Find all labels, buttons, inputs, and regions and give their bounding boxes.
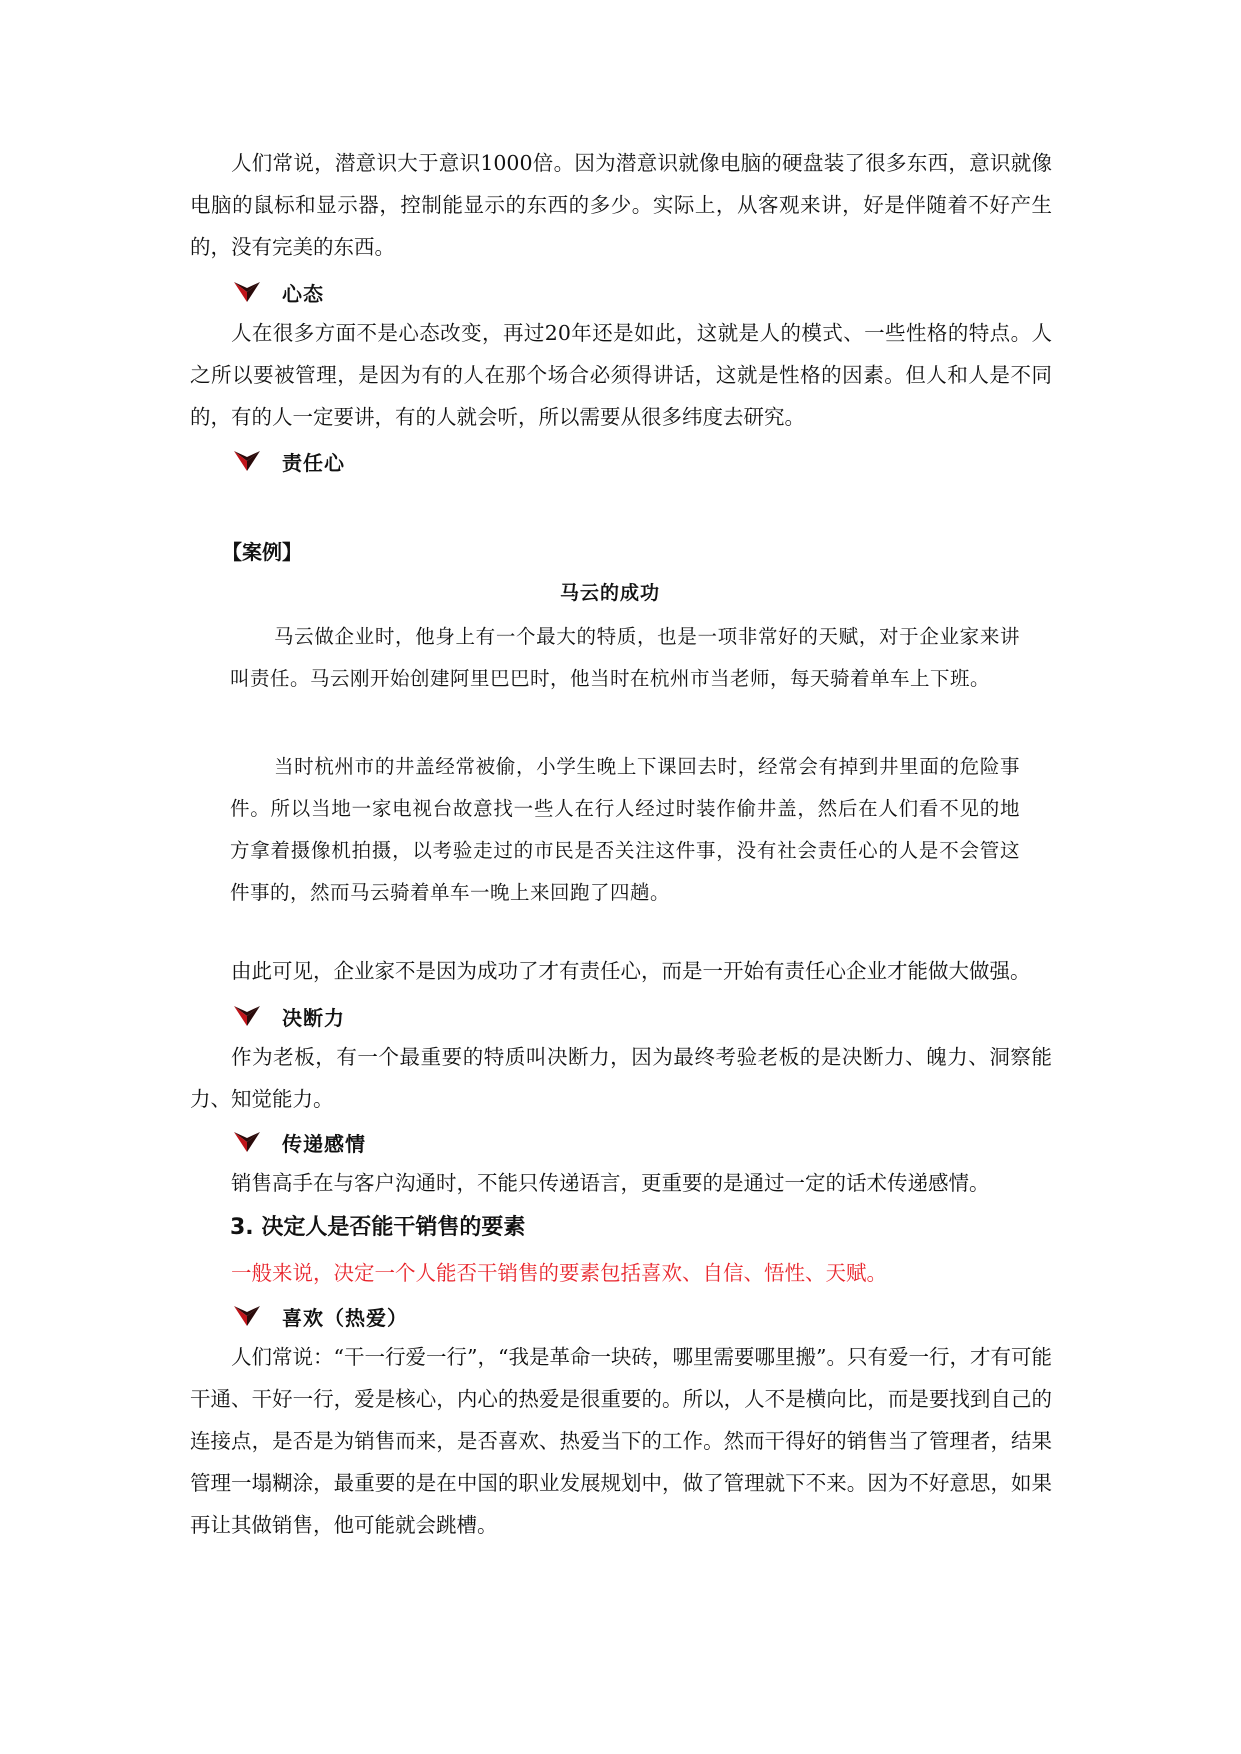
bullet-passion	[232, 1298, 408, 1334]
section-summary: 一般来说，决定一个人能否干销售的要素包括喜欢、自信、悟性、天赋。	[231, 1261, 887, 1285]
red-arrow-bullet-icon	[232, 1130, 262, 1154]
decisiveness-paragraph: 作为老板，有一个最重要的特质叫决断力，因为最终考验老板的是决断力、魄力、洞察能力、知觉能力。	[190, 1045, 1052, 1111]
section-heading: 3. 决定人是否能干销售的要素	[230, 1215, 526, 1240]
passion-paragraph: 人们常说：“干一行爱一行”，“我是革命一块砖，哪里需要哪里搬”。只有爱一行，才有可能干通、干好一行，爱是核心，内心的热爱是很重要的。所以，人不是横向比，而是要找到自己的连接点，是否是为销售而来，是否喜欢、热爱当下的工作。然而干得好的销售当了管理者，结果管理一塌糊涂，最重要的是在中国的职业发展规划中，做了管理就下不来。因为不好意思，如果再让其做销售，他可能就会跳槽。	[190, 1345, 1052, 1537]
bullet-decisiveness	[232, 998, 345, 1034]
case-paragraph-1: 马云做企业时，他身上有一个最大的特质，也是一项非常好的天赋，对于企业家来讲叫责任。马云刚开始创建阿里巴巴时，他当时在杭州市当老师，每天骑着单车上下班。	[230, 625, 1020, 690]
red-arrow-bullet-icon	[232, 280, 262, 304]
red-arrow-bullet-icon	[232, 1304, 262, 1328]
bullet-label-passion: 喜欢（热爱）	[282, 1305, 408, 1330]
red-arrow-bullet-icon	[232, 1004, 262, 1028]
bullet-label-responsibility: 责任心	[282, 450, 345, 475]
mindset-paragraph: 人在很多方面不是心态改变，再过20年还是如此，这就是人的模式、一些性格的特点。人之所以要被管理，是因为有的人在那个场合必须得讲话，这就是性格的因素。但人和人是不同的，有的人一定要讲，有的人就会听，所以需要从很多纬度去研究。	[190, 321, 1052, 429]
red-arrow-bullet-icon	[232, 449, 262, 473]
bullet-responsibility	[232, 443, 345, 479]
intro-paragraph: 人们常说，潜意识大于意识1000倍。因为潜意识就像电脑的硬盘装了很多东西，意识就像电脑的鼠标和显示器，控制能显示的东西的多少。实际上，从客观来讲，好是伴随着不好产生的，没有完美的东西。	[190, 151, 1052, 259]
case-paragraph-2: 当时杭州市的井盖经常被偷，小学生晚上下课回去时，经常会有掉到井里面的危险事件。所以当地一家电视台故意找一些人在行人经过时装作偷井盖，然后在人们看不见的地方拿着摄像机拍摄，以考验走过的市民是否关注这件事，没有社会责任心的人是不会管这件事的，然而马云骑着单车一晚上来回跑了四趟。	[230, 755, 1020, 904]
bullet-label-mindset: 心态	[282, 281, 324, 306]
conclusion-paragraph: 由此可见，企业家不是因为成功了才有责任心，而是一开始有责任心企业才能做大做强。	[231, 959, 1031, 983]
case-title: 马云的成功	[560, 582, 661, 604]
bullet-emotion	[232, 1124, 366, 1160]
bullet-mindset	[232, 274, 324, 310]
bullet-label-emotion: 传递感情	[282, 1131, 366, 1156]
case-label: 【案例】	[222, 540, 302, 564]
bullet-label-decisiveness: 决断力	[282, 1005, 345, 1030]
emotion-paragraph: 销售高手在与客户沟通时，不能只传递语言，更重要的是通过一定的话术传递感情。	[231, 1171, 990, 1195]
